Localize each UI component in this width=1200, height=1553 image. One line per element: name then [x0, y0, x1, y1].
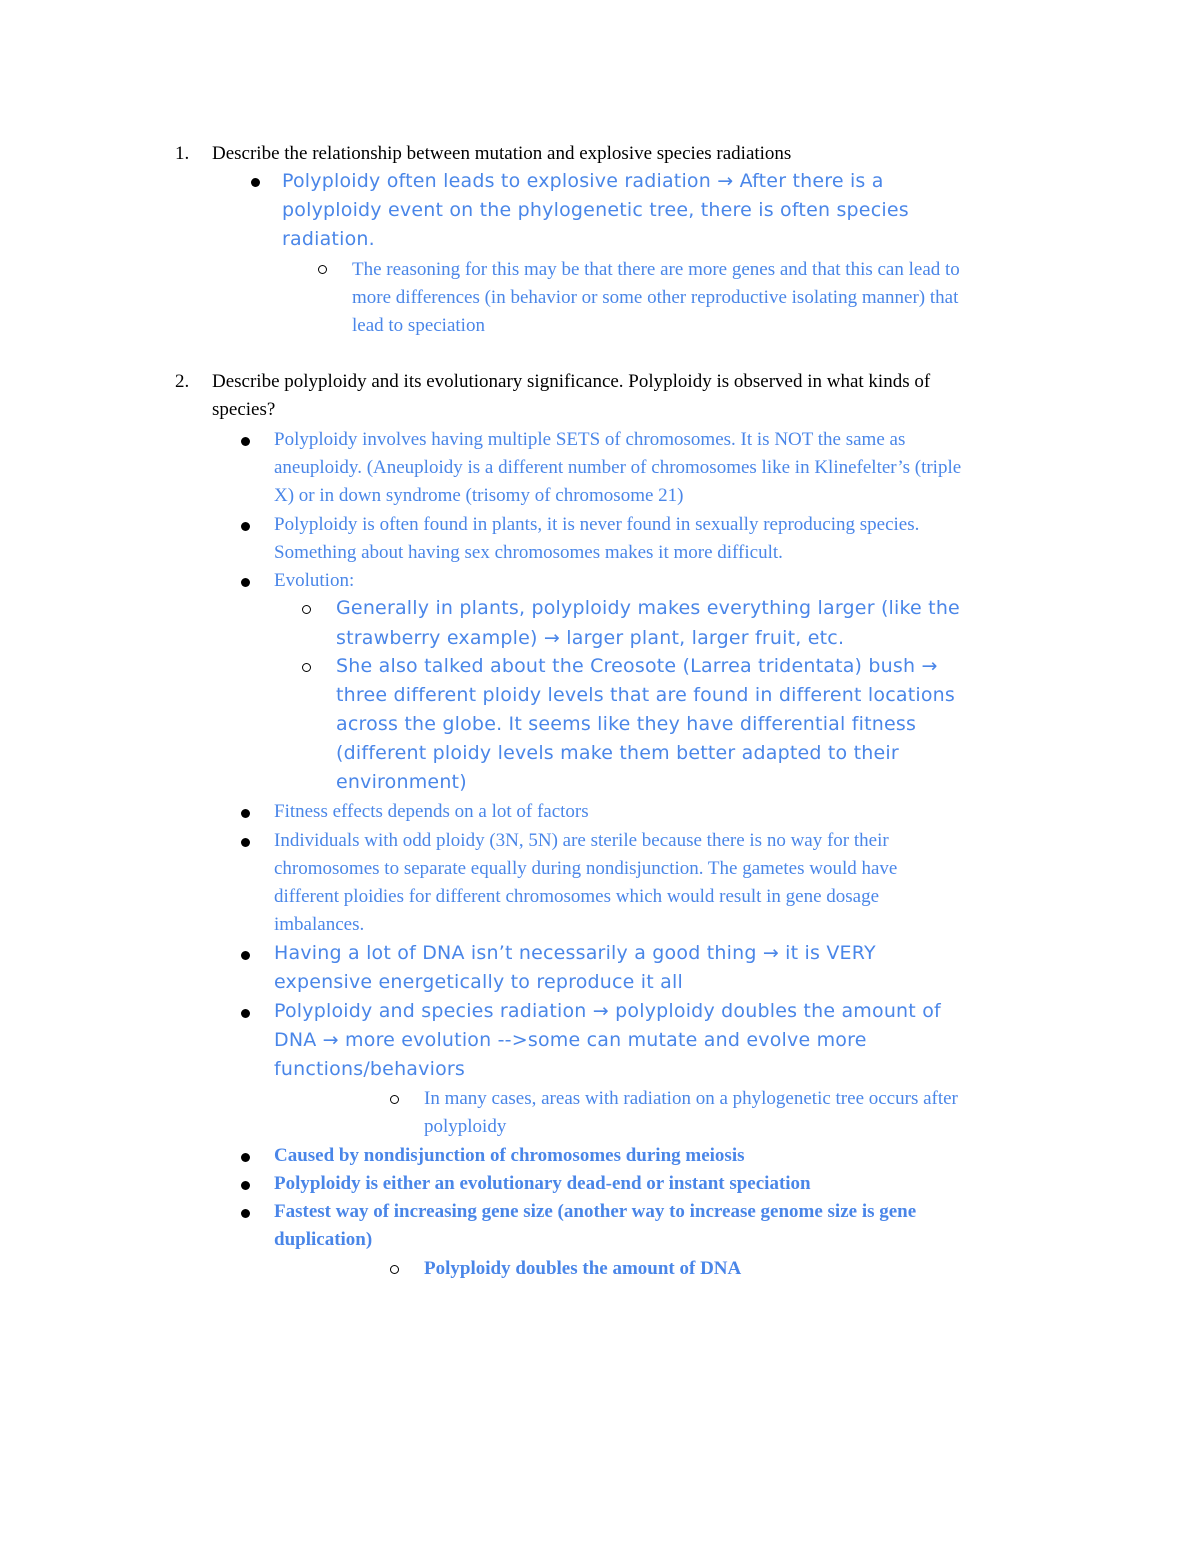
answer-text: She also talked about the Creosote (Larrea tridentata) bush → — [336, 655, 938, 677]
sub-bullet-icon — [390, 1095, 399, 1104]
answer-text: chromosomes to separate equally during nondisjunction. The gametes would have — [274, 858, 898, 879]
answer-text: (different ploidy levels make them better adapted to their — [336, 742, 899, 764]
bullet-icon — [241, 951, 250, 960]
bullet-icon — [241, 437, 250, 446]
answer-text: Evolution: — [274, 570, 355, 591]
bullet-icon — [241, 578, 250, 587]
answer-text: functions/behaviors — [274, 1058, 466, 1080]
question-text: Describe polyploidy and its evolutionary significance. Polyploidy is observed in what kinds of — [212, 371, 931, 392]
sub-bullet-icon — [390, 1265, 399, 1274]
answer-text: duplication) — [274, 1229, 373, 1250]
bullet-icon — [241, 809, 250, 818]
answer-text: Polyploidy doubles the amount of DNA — [424, 1258, 742, 1279]
answer-text: The reasoning for this may be that there are more genes and that this can lead to — [352, 259, 960, 280]
answer-text: Fastest way of increasing gene size (another way to increase genome size is gene — [274, 1201, 917, 1222]
answer-text: Polyploidy often leads to explosive radiation → After there is a — [282, 170, 884, 192]
bullet-icon — [241, 1009, 250, 1018]
answer-text: different ploidies for different chromosomes which would result in gene dosage — [274, 886, 880, 907]
sub-bullet-icon — [302, 663, 311, 672]
sub-bullet-icon — [302, 605, 311, 614]
bullet-icon — [241, 838, 250, 847]
answer-text: Having a lot of DNA isn’t necessarily a good thing → it is VERY — [274, 942, 876, 964]
answer-text: Polyploidy is either an evolutionary dead-end or instant speciation — [274, 1173, 811, 1194]
answer-text: expensive energetically to reproduce it all — [274, 971, 683, 993]
answer-text: Polyploidy involves having multiple SETS of chromosomes. It is NOT the same as — [274, 429, 906, 450]
answer-text: Something about having sex chromosomes makes it more difficult. — [274, 542, 783, 563]
answer-text: more differences (in behavior or some other reproductive isolating manner) that — [352, 287, 959, 308]
bullet-icon — [241, 1153, 250, 1162]
bullet-icon — [241, 522, 250, 531]
answer-text: imbalances. — [274, 914, 365, 935]
answer-text: polyploidy — [424, 1116, 507, 1137]
answer-text: radiation. — [282, 228, 375, 250]
answer-text: across the globe. It seems like they have differential fitness — [336, 713, 917, 735]
answer-text: Polyploidy is often found in plants, it is never found in sexually reproducing species. — [274, 514, 920, 535]
bullet-icon — [241, 1181, 250, 1190]
answer-text: three different ploidy levels that are found in different locations — [336, 684, 955, 706]
bullet-icon — [241, 1209, 250, 1218]
answer-text: DNA → more evolution -->some can mutate and evolve more — [274, 1029, 867, 1051]
answer-text: Generally in plants, polyploidy makes everything larger (like the — [336, 597, 960, 619]
question-text: species? — [212, 399, 276, 420]
sub-bullet-icon — [318, 265, 327, 274]
question-text: Describe the relationship between mutation and explosive species radiations — [212, 143, 792, 164]
answer-text: Polyploidy and species radiation → polyploidy doubles the amount of — [274, 1000, 941, 1022]
answer-text: lead to speciation — [352, 315, 485, 336]
bullet-icon — [251, 178, 260, 187]
answer-text: strawberry example) → larger plant, larger fruit, etc. — [336, 627, 845, 649]
answer-text: Fitness effects depends on a lot of factors — [274, 801, 589, 822]
question-number: 1. — [175, 143, 190, 164]
answer-text: polyploidy event on the phylogenetic tree, there is often species — [282, 199, 909, 221]
answer-text: environment) — [336, 771, 467, 793]
answer-text: In many cases, areas with radiation on a phylogenetic tree occurs after — [424, 1088, 958, 1109]
question-number: 2. — [175, 371, 190, 392]
answer-text: X) or in down syndrome (trisomy of chromosome 21) — [274, 485, 684, 506]
answer-text: aneuploidy. (Aneuploidy is a different number of chromosomes like in Klinefelter’s (triple — [274, 457, 962, 478]
answer-text: Individuals with odd ploidy (3N, 5N) are sterile because there is no way for their — [274, 830, 889, 851]
answer-text: Caused by nondisjunction of chromosomes during meiosis — [274, 1145, 745, 1166]
